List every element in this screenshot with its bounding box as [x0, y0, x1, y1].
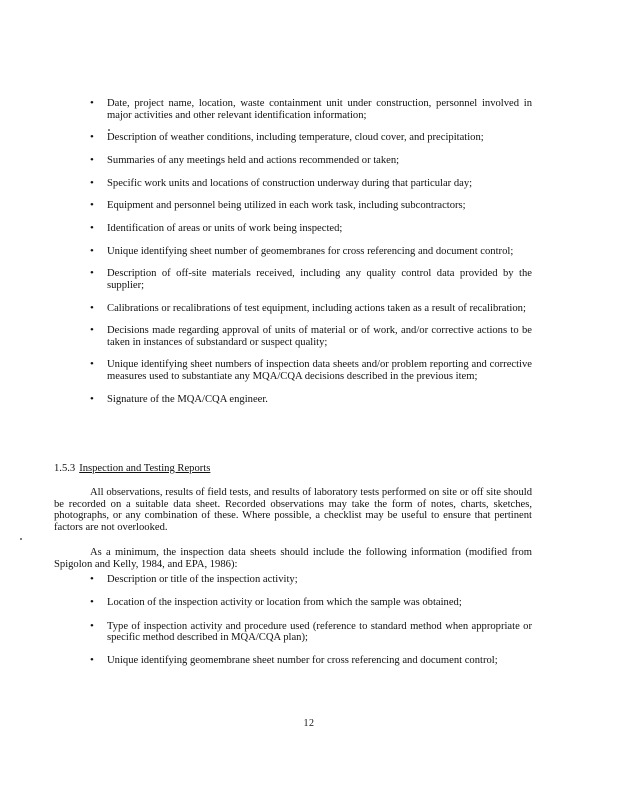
bullet-icon: • [90, 324, 94, 337]
list-item-text: Equipment and personnel being utilized in each work task, including subcontractors; [107, 200, 466, 212]
list-item-text: Unique identifying sheet number of geomembranes for cross referencing and document control; [107, 245, 514, 257]
list-item-text: Unique identifying geomembrane sheet number for cross referencing and document control; [107, 655, 498, 667]
list-item-text: Location of the inspection activity or location from which the sample was obtained; [107, 597, 462, 609]
list-item [0, 574, 618, 586]
list-item [0, 394, 618, 406]
bullet-icon: • [90, 654, 94, 667]
list-item-text: Description of weather conditions, including temperature, cloud cover, and precipitation; [107, 132, 484, 144]
list-item [0, 621, 618, 644]
bullet-icon: • [90, 97, 94, 109]
list-item-text: Date, project name, location, waste containment unit under construction, personnel involved in major activities and other relevant identification information; [107, 98, 532, 121]
list-item-text: Signature of the MQA/CQA engineer. [107, 393, 268, 405]
bullet-icon: • [90, 131, 94, 144]
bullet-icon: • [90, 301, 94, 314]
bullet-icon: • [90, 267, 94, 280]
list-item [0, 597, 618, 609]
list-item-text: Specific work units and locations of construction underway during that particular day; [107, 177, 473, 189]
list-item [0, 303, 618, 315]
list-item [0, 200, 618, 212]
list-item [0, 223, 618, 235]
list-item [0, 268, 618, 291]
list-item [0, 655, 618, 667]
list-item [0, 246, 618, 258]
inspection-sheet-bullet-list [0, 574, 618, 679]
bullet-icon: • [90, 199, 94, 212]
daily-record-bullet-list [0, 98, 618, 416]
list-item-text: Decisions made regarding approval of units of material or of work, and/or corrective actions to be taken in instances of substandard or suspect quality; [107, 325, 532, 348]
bullet-icon: • [90, 221, 94, 234]
list-item-text: Description of off-site materials received, including any quality control data provided by the supplier; [107, 268, 532, 291]
body-paragraph: All observations, results of field tests, and results of laboratory tests performed on site or off site should be recorded on a suitable data sheet. Recorded observations may take the form of notes, charts, sketches, photographs, or any combination of these. Where possible, a checklist may be useful to ensure that pertinent factors are not overlooked. [54, 487, 532, 533]
bullet-icon: • [90, 392, 94, 405]
list-item [0, 132, 618, 144]
list-item-text: Calibrations or recalibrations of test equipment, including actions taken as a result of recalibration; [107, 302, 526, 314]
list-item [0, 155, 618, 167]
bullet-icon: • [90, 176, 94, 189]
page-number: 12 [303, 718, 315, 729]
bullet-icon: • [90, 619, 94, 632]
list-item-text: Type of inspection activity and procedure used (reference to standard method when appropriate or specific method described in MQA/CQA plan); [107, 620, 532, 644]
section-heading [54, 463, 210, 475]
scan-speck [20, 538, 22, 540]
bullet-icon: • [90, 596, 94, 609]
bullet-icon: • [90, 358, 94, 371]
list-item-text: Summaries of any meetings held and actions recommended or taken; [107, 154, 400, 166]
bullet-icon: • [90, 153, 94, 166]
list-item-text: Identification of areas or units of work being inspected; [107, 222, 343, 234]
list-item [0, 178, 618, 190]
list-item [0, 359, 618, 382]
list-item-text: Unique identifying sheet numbers of inspection data sheets and/or problem reporting and corrective measures used to substantiate any MQA/CQA decisions described in the previous item; [107, 359, 532, 382]
list-item [0, 98, 618, 121]
section-number: 1.5.3 [54, 463, 76, 474]
bullet-icon: • [90, 573, 94, 585]
body-paragraph: As a minimum, the inspection data sheets should include the following information (modified from Spigolon and Kelly, 1984, and EPA, 1986): [54, 547, 532, 570]
scan-speck [108, 129, 110, 131]
section-title: Inspection and Testing Reports [79, 463, 211, 474]
list-item-text: Description or title of the inspection activity; [107, 574, 298, 585]
list-item [0, 325, 618, 348]
bullet-icon: • [90, 244, 94, 257]
